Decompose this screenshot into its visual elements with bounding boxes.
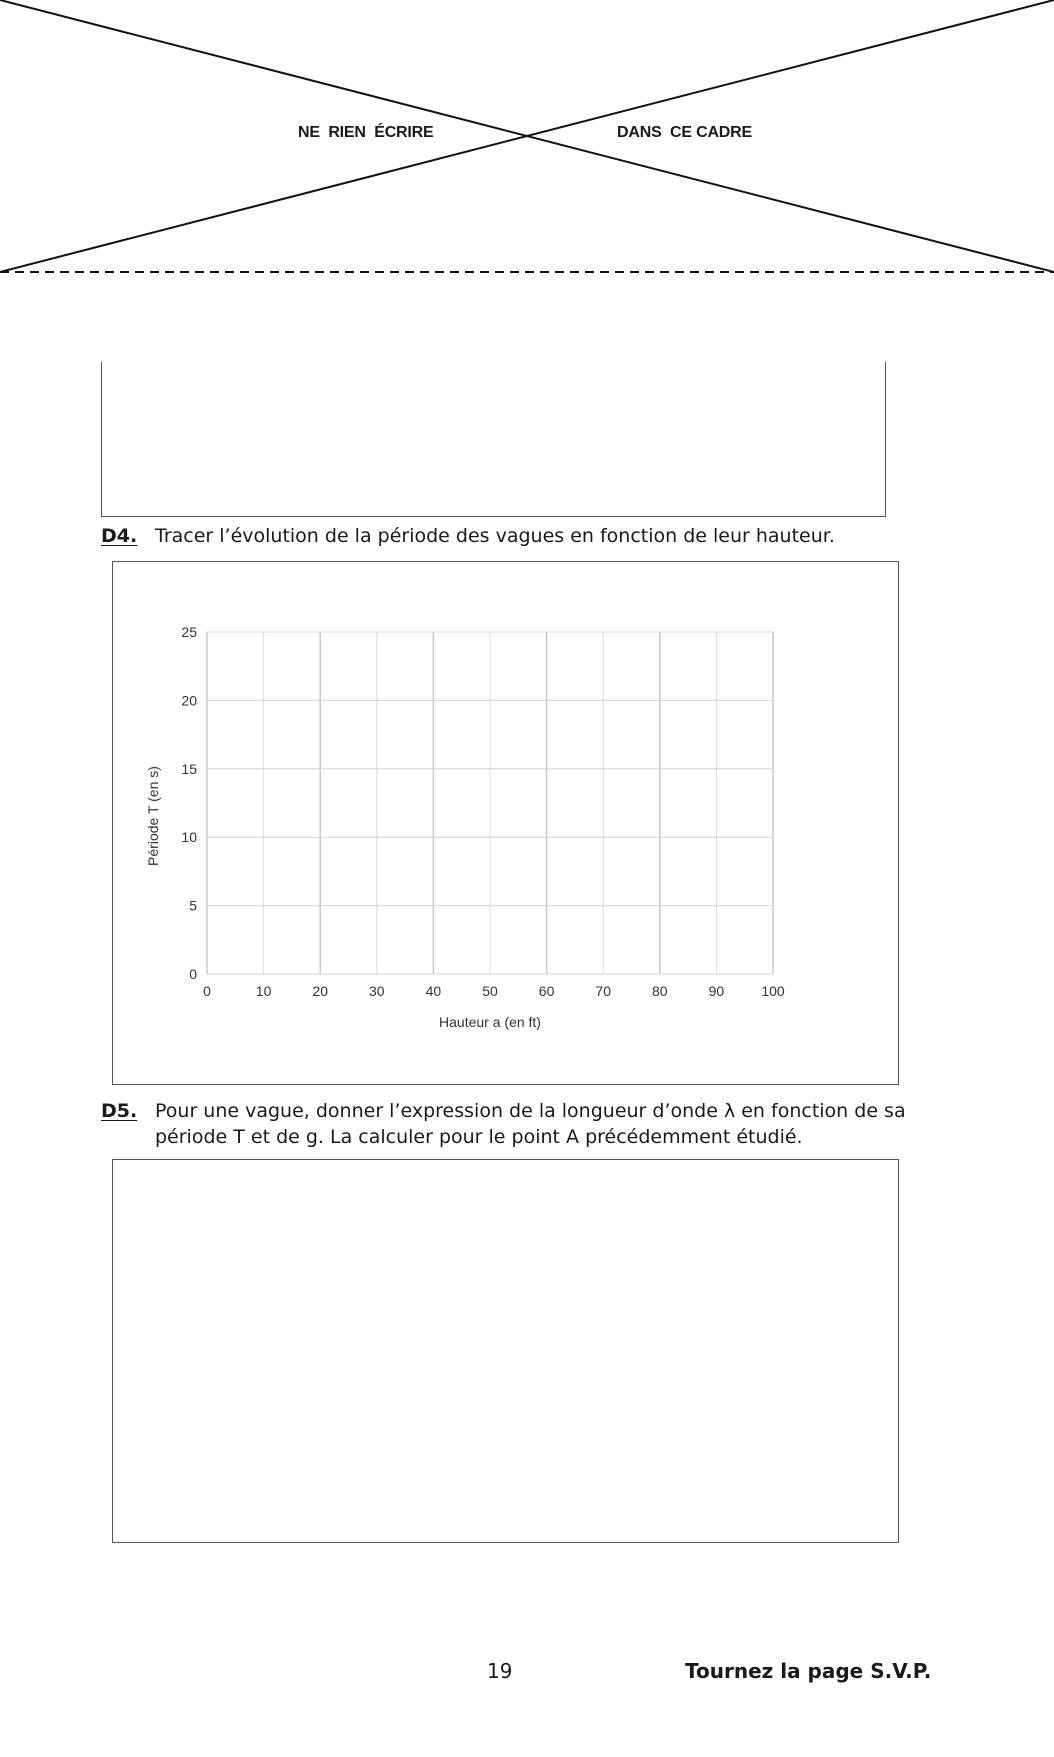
answer-box-previous[interactable]: [101, 362, 886, 517]
x-tick-label: 0: [203, 983, 211, 999]
header-warning-right: DANS CE CADRE: [617, 124, 752, 141]
header-warning-left: NE RIEN ÉCRIRE: [298, 124, 434, 141]
question-label-d5: D5.: [101, 1100, 138, 1122]
x-axis-label: Hauteur a (en ft): [439, 1014, 541, 1030]
y-tick-label: 10: [181, 829, 197, 846]
y-tick-label: 15: [181, 760, 197, 777]
question-text-d4: Tracer l’évolution de la période des vagues en fonction de leur hauteur.: [155, 525, 835, 547]
graph-answer-box[interactable]: [112, 561, 899, 1085]
x-tick-label: 10: [255, 983, 272, 999]
x-tick-label: 80: [652, 983, 668, 999]
x-tick-label: 70: [595, 983, 611, 999]
y-tick-label: 5: [189, 897, 197, 914]
question-label-d4: D4.: [101, 525, 138, 547]
x-tick-label: 40: [425, 983, 442, 999]
x-tick-label: 20: [312, 983, 328, 999]
page-number: 19: [487, 1659, 513, 1683]
question-text-d5-line1: Pour une vague, donner l’expression de la longueur d’onde λ en fonction de sa: [155, 1100, 906, 1122]
answer-box-d5[interactable]: [112, 1159, 899, 1543]
x-tick-label: 90: [708, 983, 725, 999]
y-tick-label: 25: [181, 624, 197, 640]
y-axis-label: Période T (en s): [145, 766, 161, 866]
x-tick-label: 100: [761, 983, 785, 999]
x-tick-label: 30: [369, 983, 385, 999]
x-tick-label: 60: [538, 983, 555, 999]
x-tick-label: 50: [482, 983, 498, 999]
period-vs-height-chart[interactable]: [113, 562, 898, 1084]
y-tick-label: 20: [181, 692, 197, 709]
y-tick-label: 0: [189, 966, 197, 982]
no-write-zone: [0, 0, 1054, 280]
question-text-d5-line2: période T et de g. La calculer pour le point A précédemment étudié.: [155, 1126, 803, 1148]
turn-page-note: Tournez la page S.V.P.: [685, 1659, 932, 1683]
